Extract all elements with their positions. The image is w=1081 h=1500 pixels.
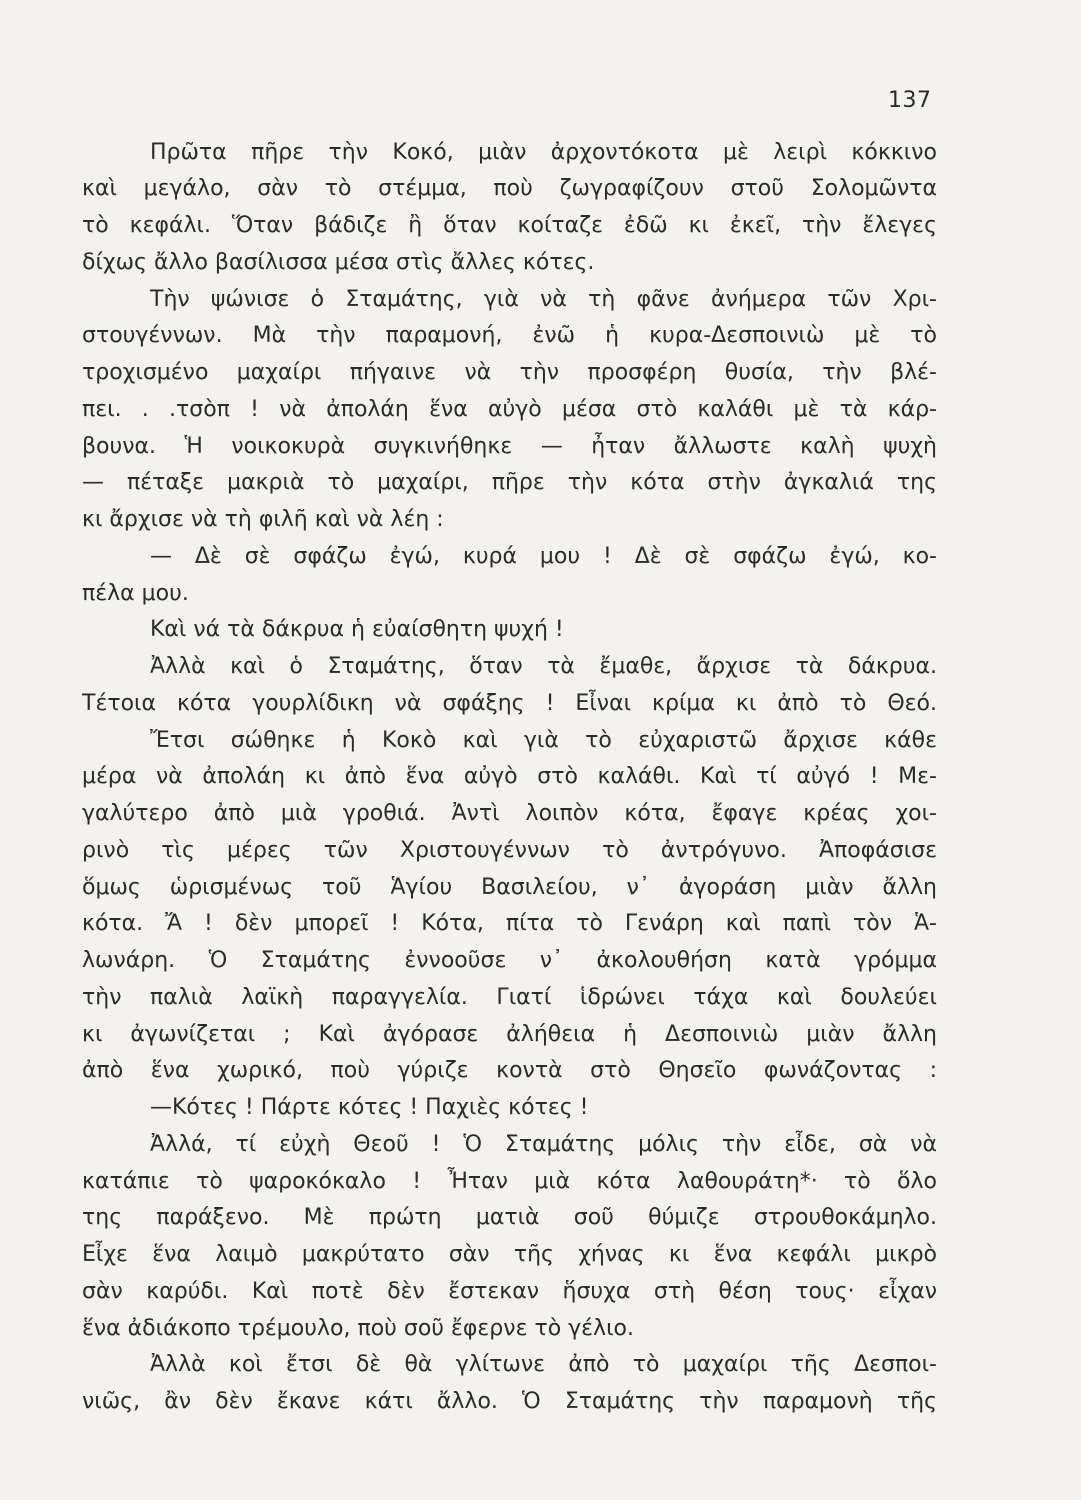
text-line: ὅμως ὡρισμένως τοῦ Ἁγίου Βασιλείου, ν᾽ ἀγοράση μιὰν ἄλλη: [82, 875, 937, 900]
text-line: Τέτοια κότα γουρλίδικη νὰ σφάξης ! Εἶναι κρίμα κι ἀπὸ τὸ Θεό.: [82, 691, 937, 716]
text-line: νιῶς, ἂν δὲν ἔκανε κάτι ἄλλο. Ὁ Σταμάτης τὴν παραμονὴ τῆς: [82, 1389, 937, 1414]
text-line: γαλύτερο ἀπὸ μιὰ γροθιά. Ἀντὶ λοιπὸν κότα, ἔφαγε κρέας χοι-: [82, 801, 937, 826]
text-line: Εἶχε ἕνα λαιμὸ μακρύτατο σὰν τῆς χήνας κι ἕνα κεφάλι μικρὸ: [82, 1242, 937, 1267]
text-line: πει. . .τσὸπ ! νὰ ἀπολάη ἕνα αὐγὸ μέσα στὸ καλάθι μὲ τὰ κάρ-: [82, 397, 937, 422]
text-line: Ἀλλὰ κοὶ ἔτσι δὲ θὰ γλίτωνε ἀπὸ τὸ μαχαίρι τῆς Δεσποι-: [150, 1352, 937, 1377]
text-line: Ἀλλὰ καὶ ὁ Σταμάτης, ὅταν τὰ ἔμαθε, ἄρχισε τὰ δάκρυα.: [150, 654, 937, 679]
text-line: μέρα νὰ ἀπολάη κι ἀπὸ ἕνα αὐγὸ στὸ καλάθι. Καὶ τί αὐγό ! Με-: [82, 764, 937, 789]
text-line: ρινὸ τὶς μέρες τῶν Χριστουγέννων τὸ ἀντρόγυνο. Ἀποφάσισε: [82, 838, 937, 863]
text-line: Πρῶτα πῆρε τὴν Κοκό, μιὰν ἀρχοντόκοτα μὲ λειρὶ κόκκινο: [150, 140, 937, 165]
text-line: κατάπιε τὸ ψαροκόκαλο ! Ἦταν μιὰ κότα λαθουράτη*· τὸ ὅλο: [82, 1169, 937, 1194]
text-line: της παράξενο. Μὲ πρώτη ματιὰ σοῦ θύμιζε στρουθοκάμηλο.: [82, 1205, 937, 1230]
text-line: Ἀλλά, τί εὐχὴ Θεοῦ ! Ὁ Σταμάτης μόλις τὴν εἶδε, σὰ νὰ: [150, 1132, 937, 1157]
text-line: τὸ κεφάλι. Ὅταν βάδιζε ἢ ὅταν κοίταζε ἐδῶ κι ἐκεῖ, τὴν ἔλεγες: [82, 213, 937, 238]
text-line: Τὴν ψώνισε ὁ Σταμάτης, γιὰ νὰ τὴ φᾶνε ἀνήμερα τῶν Χρι-: [150, 287, 937, 312]
text-line: κότα. Ἄ ! δὲν μπορεῖ ! Κότα, πίτα τὸ Γενάρη καὶ παπὶ τὸν Ἁ-: [82, 911, 937, 936]
text-line: Ἔτσι σώθηκε ἡ Κοκὸ καὶ γιὰ τὸ εὐχαριστῶ ἄρχισε κάθε: [150, 728, 937, 753]
text-line: λωνάρη. Ὁ Σταμάτης ἐννοοῦσε ν᾽ ἀκολουθήση κατὰ γρόμμα: [82, 948, 937, 973]
text-line: κι ἄρχισε νὰ τὴ φιλῆ καὶ νὰ λέη :: [82, 507, 444, 532]
text-line: ἕνα ἀδιάκοπο τρέμουλο, ποὺ σοῦ ἔφερνε τὸ γέλιο.: [82, 1316, 634, 1341]
text-line: σὰν καρύδι. Καὶ ποτὲ δὲν ἔστεκαν ἥσυχα στὴ θέση τους· εἶχαν: [82, 1279, 937, 1304]
text-line: — Δὲ σὲ σφάζω ἐγώ, κυρά μου ! Δὲ σὲ σφάζω ἐγώ, κο-: [150, 544, 937, 569]
text-line: τροχισμένο μαχαίρι πήγαινε νὰ τὴν προσφέρη θυσία, τὴν βλέ-: [82, 360, 937, 385]
text-line: κι ἀγωνίζεται ; Καὶ ἀγόρασε ἀλήθεια ἡ Δεσποινιὼ μιὰν ἄλλη: [82, 1022, 937, 1047]
text-line: — πέταξε μακριὰ τὸ μαχαίρι, πῆρε τὴν κότα στὴν ἀγκαλιά της: [82, 470, 937, 495]
text-line: πέλα μου.: [82, 581, 189, 606]
text-line: —Κότες ! Πάρτε κότες ! Παχιὲς κότες !: [150, 1095, 589, 1120]
text-line: στουγέννων. Μὰ τὴν παραμονή, ἐνῶ ἡ κυρα-Δεσποινιὼ μὲ τὸ: [82, 323, 937, 348]
text-line: Καὶ νά τὰ δάκρυα ἡ εὐαίσθητη ψυχή !: [150, 617, 564, 642]
page-number: 137: [888, 88, 932, 113]
text-line: βουνα. Ἡ νοικοκυρὰ συγκινήθηκε — ἦταν ἄλλωστε καλὴ ψυχὴ: [82, 434, 937, 459]
text-line: καὶ μεγάλο, σὰν τὸ στέμμα, ποὺ ζωγραφίζουν στοῦ Σολομῶντα: [82, 176, 937, 201]
text-line: τὴν παλιὰ λαϊκὴ παραγγελία. Γιατί ἱδρώνει τάχα καὶ δουλεύει: [82, 985, 937, 1010]
text-line: δίχως ἄλλο βασίλισσα μέσα στὶς ἄλλες κότες.: [82, 250, 595, 275]
text-line: ἀπὸ ἕνα χωρικό, ποὺ γύριζε κοντὰ στὸ Θησεῖο φωνάζοντας :: [82, 1058, 937, 1083]
